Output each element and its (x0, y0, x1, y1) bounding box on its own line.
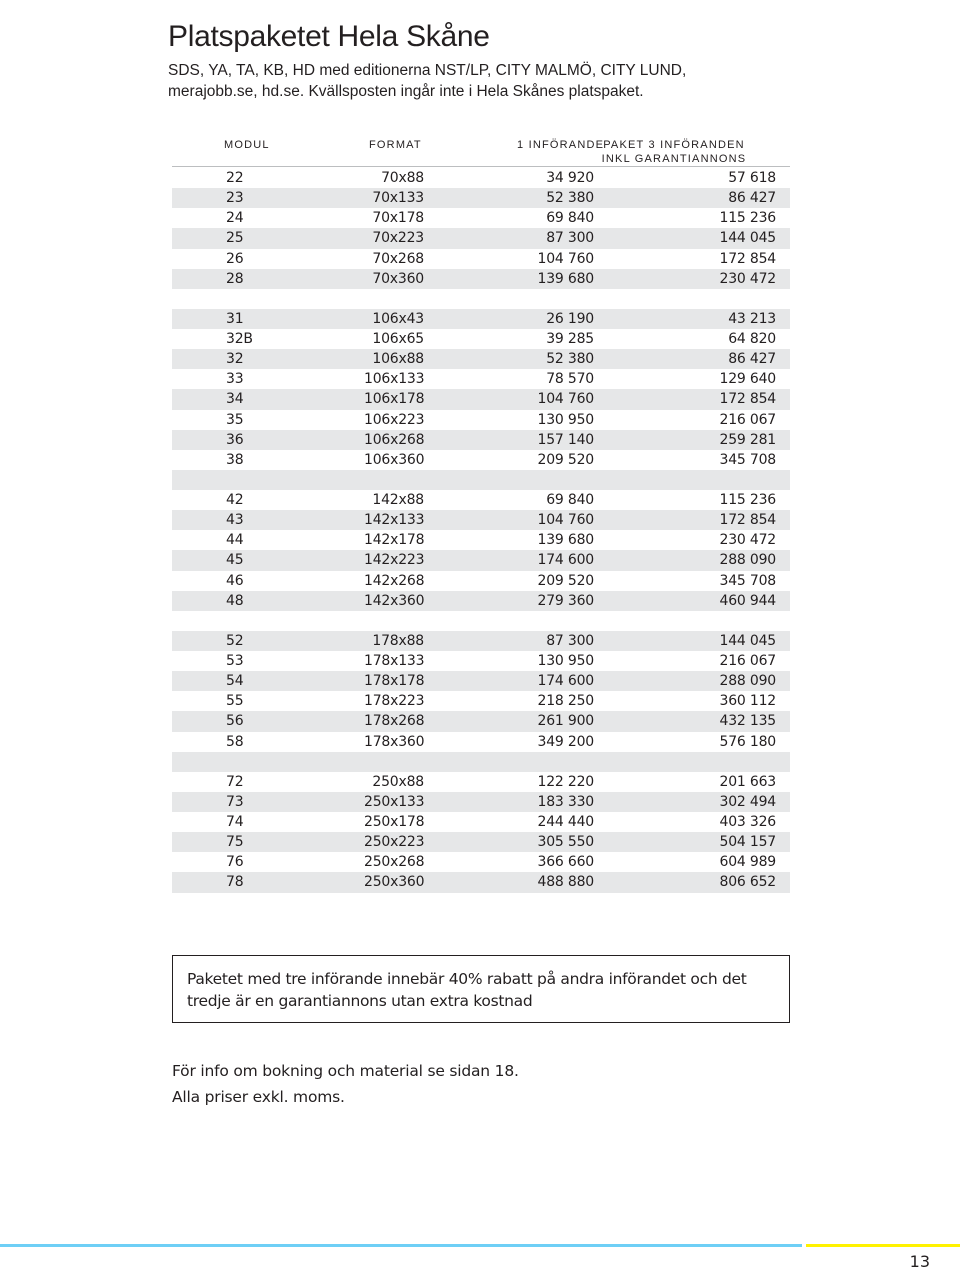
table-row (172, 309, 790, 329)
cell-package: 216 067 (719, 653, 776, 669)
cell-one-insertion: 139 680 (537, 532, 594, 549)
table-row (172, 651, 790, 671)
table-row (172, 369, 790, 389)
cell-package: 806 652 (719, 874, 776, 891)
cell-one-insertion: 87 300 (546, 230, 594, 247)
cell-modul: 43 (226, 512, 244, 529)
cell-package: 576 180 (719, 733, 776, 750)
cell-format: 250x178 (364, 814, 425, 830)
cell-format: 178x268 (364, 713, 425, 730)
cell-one-insertion: 52 380 (546, 190, 594, 207)
cell-one-insertion: 104 760 (537, 512, 594, 529)
cell-package: 172 854 (719, 250, 776, 267)
cell-format: 178x133 (364, 653, 425, 669)
cell-format: 70x360 (372, 270, 424, 287)
cell-package: 604 989 (719, 854, 776, 871)
cell-format: 142x268 (364, 572, 425, 589)
table-row (172, 631, 790, 651)
intro-text (168, 60, 728, 102)
note-text: Paketet med tre införande innebär 40% rabatt på andra införandet och det tredje är en garantiannons utan extra kostnad (187, 970, 747, 1010)
header-package-line-2: INKL GARANTIANNONS (601, 153, 747, 165)
cell-format: 106x65 (372, 331, 424, 347)
cell-package: 201 663 (719, 773, 776, 790)
table-row (172, 671, 790, 691)
table-row (172, 188, 790, 208)
cell-format: 70x178 (372, 210, 424, 227)
table-row (172, 530, 790, 550)
cell-format: 178x223 (364, 693, 425, 710)
table-row (172, 269, 790, 289)
cell-modul: 32B (226, 331, 253, 347)
cell-modul: 32 (226, 351, 244, 368)
cell-format: 142x178 (364, 532, 425, 549)
table-row (172, 349, 790, 369)
cell-one-insertion: 305 550 (537, 834, 594, 851)
cell-package: 360 112 (719, 693, 776, 710)
table-row (172, 772, 790, 792)
cell-package: 144 045 (719, 230, 776, 247)
header-modul: MODUL (224, 139, 270, 151)
cell-format: 142x88 (372, 492, 424, 508)
cell-one-insertion: 130 950 (537, 411, 594, 428)
table-row (172, 208, 790, 228)
cell-one-insertion: 261 900 (537, 713, 594, 730)
cell-one-insertion: 349 200 (537, 733, 594, 750)
cell-one-insertion: 183 330 (537, 793, 594, 810)
cell-modul: 25 (226, 230, 244, 247)
cell-format: 70x268 (372, 250, 424, 267)
cell-one-insertion: 209 520 (537, 451, 594, 468)
table-row (172, 711, 790, 731)
table-row (172, 329, 790, 349)
table-row (172, 571, 790, 591)
info-line-2: Alla priser exkl. moms. (172, 1088, 345, 1106)
cell-package: 345 708 (719, 451, 776, 468)
table-row (172, 470, 790, 490)
cell-modul: 45 (226, 552, 244, 569)
cell-modul: 36 (226, 431, 244, 448)
cell-modul: 34 (226, 391, 244, 408)
intro-line-1: SDS, YA, TA, KB, HD med editionerna NST/LP, CITY MALMÖ, CITY LUND, (168, 62, 687, 79)
cell-one-insertion: 52 380 (546, 351, 594, 368)
header-package-line-1: PAKET 3 INFÖRANDEN (603, 139, 745, 151)
cell-format: 142x133 (364, 512, 425, 529)
cell-package: 288 090 (719, 673, 776, 690)
cell-one-insertion: 488 880 (537, 874, 594, 891)
cell-package: 302 494 (719, 793, 776, 810)
cell-package: 432 135 (719, 713, 776, 730)
cell-one-insertion: 130 950 (537, 653, 594, 669)
cell-modul: 75 (226, 834, 244, 851)
cell-format: 106x178 (364, 391, 425, 408)
cell-package: 86 427 (728, 351, 776, 368)
info-line-1: För info om bokning och material se sidan 18. (172, 1062, 519, 1080)
cell-modul: 22 (226, 170, 244, 186)
cell-format: 250x223 (364, 834, 425, 851)
table-row (172, 450, 790, 470)
cell-modul: 56 (226, 713, 244, 730)
cell-format: 142x223 (364, 552, 425, 569)
table-row (172, 168, 790, 188)
table-row (172, 832, 790, 852)
table-row (172, 550, 790, 570)
cell-modul: 24 (226, 210, 244, 227)
intro-line-2: merajobb.se, hd.se. Kvällsposten ingår inte i Hela Skånes platspaket. (168, 83, 644, 100)
header-one-insertion: 1 INFÖRANDE (517, 139, 605, 151)
cell-modul: 53 (226, 653, 244, 669)
cell-modul: 31 (226, 310, 244, 327)
cell-one-insertion: 78 570 (546, 371, 594, 388)
cell-format: 178x88 (372, 632, 424, 649)
header-format: FORMAT (369, 139, 422, 151)
cell-one-insertion: 26 190 (546, 310, 594, 327)
cell-modul: 72 (226, 773, 244, 790)
cell-one-insertion: 218 250 (537, 693, 594, 710)
table-row (172, 490, 790, 510)
cell-modul: 35 (226, 411, 244, 428)
cell-modul: 28 (226, 270, 244, 287)
cell-format: 106x133 (364, 371, 425, 388)
cell-package: 43 213 (728, 310, 776, 327)
cell-format: 70x88 (381, 170, 424, 186)
cell-format: 106x88 (372, 351, 424, 368)
cell-modul: 46 (226, 572, 244, 589)
cell-one-insertion: 366 660 (537, 854, 594, 871)
cell-package: 86 427 (728, 190, 776, 207)
cell-modul: 26 (226, 250, 244, 267)
table-row (172, 591, 790, 611)
header-package (574, 138, 774, 166)
cell-package: 172 854 (719, 391, 776, 408)
cell-modul: 74 (226, 814, 244, 830)
note-box (172, 955, 790, 1023)
cell-one-insertion: 87 300 (546, 632, 594, 649)
page-number: 13 (909, 1252, 930, 1271)
footer-bar-blue (0, 1244, 802, 1247)
table-row (172, 691, 790, 711)
cell-modul: 58 (226, 733, 244, 750)
table-header (172, 136, 790, 167)
cell-one-insertion: 174 600 (537, 673, 594, 690)
cell-modul: 44 (226, 532, 244, 549)
cell-package: 57 618 (728, 170, 776, 186)
cell-format: 250x360 (364, 874, 425, 891)
cell-format: 70x223 (372, 230, 424, 247)
cell-package: 64 820 (728, 331, 776, 347)
cell-package: 403 326 (719, 814, 776, 830)
table-row (172, 872, 790, 892)
cell-modul: 78 (226, 874, 244, 891)
cell-one-insertion: 104 760 (537, 391, 594, 408)
cell-package: 230 472 (719, 270, 776, 287)
cell-one-insertion: 174 600 (537, 552, 594, 569)
cell-package: 460 944 (719, 592, 776, 609)
cell-package: 288 090 (719, 552, 776, 569)
cell-format: 250x88 (372, 773, 424, 790)
cell-modul: 38 (226, 451, 244, 468)
table-row (172, 410, 790, 430)
info-text (172, 1058, 519, 1110)
cell-one-insertion: 244 440 (537, 814, 594, 830)
cell-package: 115 236 (719, 210, 776, 227)
cell-modul: 76 (226, 854, 244, 871)
cell-modul: 33 (226, 371, 244, 388)
cell-one-insertion: 139 680 (537, 270, 594, 287)
cell-one-insertion: 209 520 (537, 572, 594, 589)
cell-format: 106x43 (372, 310, 424, 327)
cell-package: 345 708 (719, 572, 776, 589)
cell-format: 250x133 (364, 793, 425, 810)
table-row (172, 812, 790, 832)
cell-format: 106x268 (364, 431, 425, 448)
cell-package: 230 472 (719, 532, 776, 549)
cell-format: 178x360 (364, 733, 425, 750)
cell-package: 172 854 (719, 512, 776, 529)
cell-one-insertion: 104 760 (537, 250, 594, 267)
cell-one-insertion: 122 220 (537, 773, 594, 790)
cell-one-insertion: 34 920 (546, 170, 594, 186)
cell-package: 259 281 (719, 431, 776, 448)
cell-modul: 73 (226, 793, 244, 810)
page-title: Platspaketet Hela Skåne (168, 20, 490, 54)
cell-modul: 23 (226, 190, 244, 207)
cell-format: 250x268 (364, 854, 425, 871)
cell-package: 216 067 (719, 411, 776, 428)
cell-format: 70x133 (372, 190, 424, 207)
table-row (172, 611, 790, 631)
cell-modul: 48 (226, 592, 244, 609)
table-row (172, 852, 790, 872)
cell-one-insertion: 39 285 (546, 331, 594, 347)
cell-one-insertion: 69 840 (546, 210, 594, 227)
table-row (172, 289, 790, 309)
cell-modul: 42 (226, 492, 244, 508)
cell-format: 142x360 (364, 592, 425, 609)
cell-format: 178x178 (364, 673, 425, 690)
table-row (172, 732, 790, 752)
cell-modul: 54 (226, 673, 244, 690)
cell-one-insertion: 157 140 (537, 431, 594, 448)
table-row (172, 792, 790, 812)
cell-package: 115 236 (719, 492, 776, 508)
price-table-body (172, 168, 790, 893)
table-row (172, 389, 790, 409)
cell-modul: 55 (226, 693, 244, 710)
cell-one-insertion: 279 360 (537, 592, 594, 609)
cell-package: 504 157 (719, 834, 776, 851)
cell-modul: 52 (226, 632, 244, 649)
table-row (172, 510, 790, 530)
cell-one-insertion: 69 840 (546, 492, 594, 508)
cell-package: 129 640 (719, 371, 776, 388)
footer-bar-yellow (806, 1244, 960, 1247)
table-row (172, 228, 790, 248)
table-row (172, 249, 790, 269)
cell-format: 106x223 (364, 411, 425, 428)
table-row (172, 752, 790, 772)
cell-package: 144 045 (719, 632, 776, 649)
table-row (172, 430, 790, 450)
cell-format: 106x360 (364, 451, 425, 468)
